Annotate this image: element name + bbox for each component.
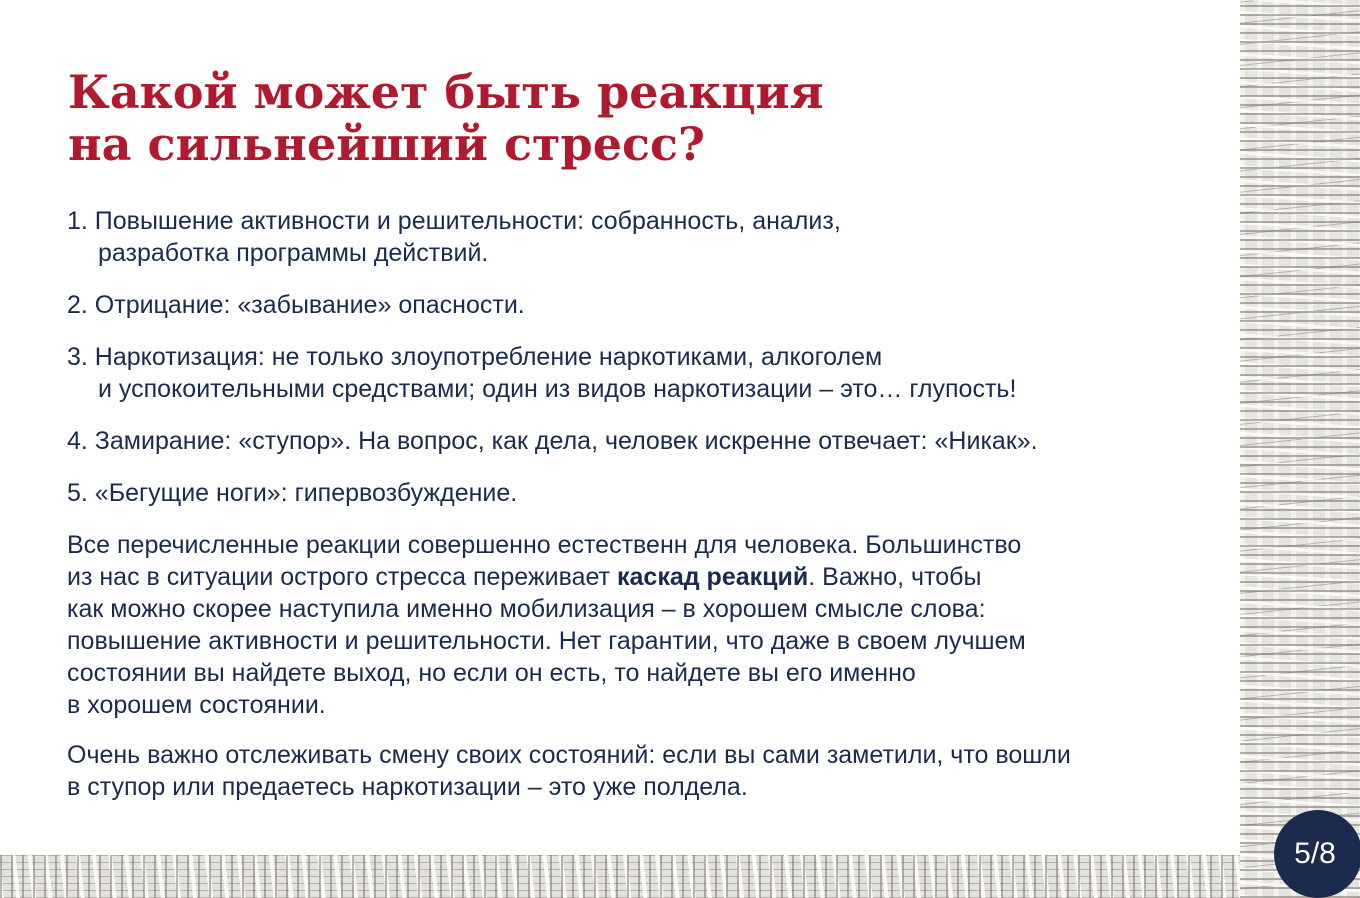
paragraph-line: как можно скорее наступила именно мобилизация – в хорошем смысле слова: — [67, 595, 986, 623]
list-item-line: и успокоительными средствами; один из видов наркотизации – это… глупость! — [98, 375, 1017, 403]
slide-content — [67, 205, 1217, 821]
paragraph-line: в ступор или предаетесь наркотизации – это уже полдела. — [67, 773, 748, 801]
list-item-4 — [67, 425, 1217, 457]
title-line-2: на сильнейший стресс? — [68, 117, 705, 171]
list-item-line: 4. Замирание: «ступор». На вопрос, как дела, человек искренне отвечает: «Никак». — [67, 427, 1038, 455]
decorative-texture-bottom — [0, 855, 1240, 898]
summary-paragraph — [67, 529, 1217, 721]
title-line-1: Какой может быть реакция — [68, 65, 824, 119]
list-item-line: разработка программы действий. — [98, 239, 489, 267]
text-run: из нас в ситуации острого стресса переживает — [67, 563, 617, 591]
paragraph-line — [67, 561, 1217, 593]
list-item-5 — [67, 477, 1217, 509]
list-item-line: 3. Наркотизация: не только злоупотребление наркотиками, алкоголем — [67, 343, 883, 371]
paragraph-line: Очень важно отслеживать смену своих состояний: если вы сами заметили, что вошли — [67, 741, 1071, 769]
paragraph-line: Все перечисленные реакции совершенно естественн для человека. Большинство — [67, 531, 1022, 559]
paragraph-line: состоянии вы найдете выход, но если он есть, то найдете вы его именно — [67, 659, 916, 687]
text-run: . Важно, чтобы — [808, 563, 982, 591]
page-indicator-badge: 5/8 — [1274, 810, 1360, 898]
paragraph-line: в хорошем состоянии. — [67, 691, 326, 719]
paragraph-line: повышение активности и решительности. Нет гарантии, что даже в своем лучшем — [67, 627, 1026, 655]
emphasis-text: каскад реакций — [617, 563, 809, 591]
list-item-line: 5. «Бегущие ноги»: гипервозбуждение. — [67, 479, 518, 507]
slide-title — [68, 66, 824, 170]
list-item-line: 1. Повышение активности и решительности: собранность, анализ, — [67, 207, 841, 235]
advice-paragraph — [67, 739, 1217, 803]
list-item-3 — [67, 341, 1217, 405]
list-item-2 — [67, 289, 1217, 321]
list-item-line: 2. Отрицание: «забывание» опасности. — [67, 291, 525, 319]
list-item-1 — [67, 205, 1217, 269]
decorative-texture-right — [1240, 0, 1360, 898]
